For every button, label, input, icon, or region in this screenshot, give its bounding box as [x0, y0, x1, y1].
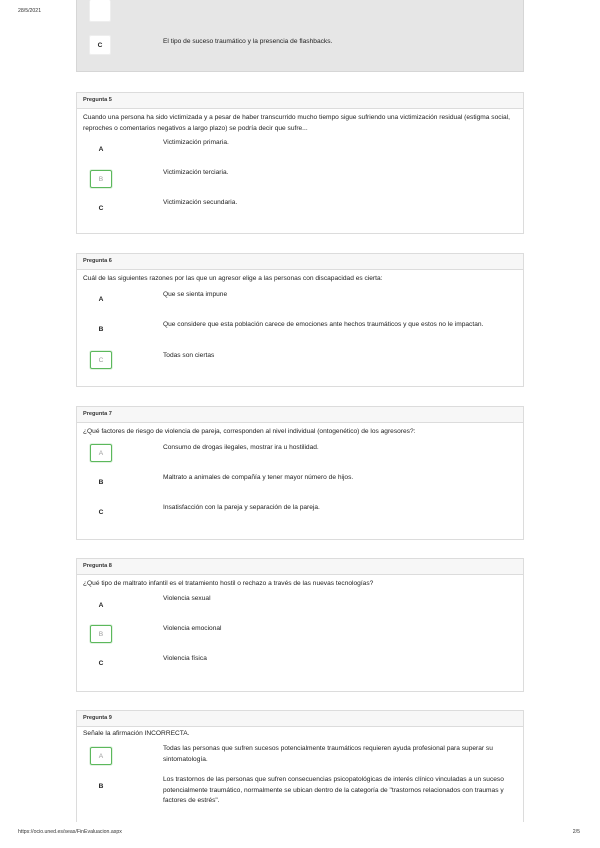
- option-letter-c[interactable]: [89, 0, 111, 22]
- question-title: Pregunta 5: [77, 93, 523, 109]
- option-b-button[interactable]: B: [98, 478, 104, 486]
- option-b-text: Violencia emocional: [163, 625, 222, 632]
- question-text: Cuando una persona ha sido victimizada y a pesar de haber transcurrido mucho tiempo sigue sufriendo una victimización residual (estigma social, reproches o comentarios negativos a largo plazo) se podría decir que sufre...: [83, 114, 510, 132]
- option-a-text: Todas las personas que sufren sucesos potencialmente traumáticos requieren ayuda profesional para superar su sintomatología.: [163, 745, 493, 763]
- page-number: 2/5: [572, 829, 580, 835]
- question-card-prev: [76, 0, 524, 72]
- question-card-8: [76, 558, 524, 692]
- question-title: Pregunta 7: [77, 407, 523, 423]
- option-b-text: Maltrato a animales de compañía y tener mayor número de hijos.: [163, 474, 354, 481]
- option-a-text: Consumo de drogas ilegales, mostrar ira u hostilidad.: [163, 444, 319, 451]
- option-c-text: Todas son ciertas: [163, 352, 215, 359]
- option-b-button[interactable]: B: [98, 782, 104, 790]
- option-c-text: Violencia física: [163, 655, 207, 662]
- option-c-button[interactable]: C: [89, 35, 111, 55]
- option-b-text: Los trastornos de las personas que sufren consecuencias psicopatológicas de interés clínico vinculadas a un suceso potencialmente traumático, normalmente se ubican dentro de la categoría de "trastornos relacionados con traumas y factores de estrés".: [163, 776, 504, 804]
- question-card-7: [76, 406, 524, 540]
- question-card-9: [76, 710, 524, 822]
- option-c-text: Victimización secundaria.: [163, 199, 238, 206]
- question-text: ¿Qué tipo de maltrato infantil es el tratamiento hostil o rechazo a través de las nuevas tecnologías?: [83, 580, 374, 587]
- option-c-button[interactable]: C: [98, 659, 104, 667]
- option-b-text: Victimización terciaria.: [163, 169, 229, 176]
- option-c-button-selected[interactable]: C: [90, 351, 112, 369]
- question-title: Pregunta 8: [77, 559, 523, 575]
- option-b-text: Que considere que esta población carece de emociones ante hechos traumáticos y que estos no le impactan.: [163, 321, 484, 328]
- option-a-button-selected[interactable]: A: [90, 444, 112, 462]
- option-a-text: Victimización primaria.: [163, 139, 229, 146]
- option-a-button-selected[interactable]: A: [90, 747, 112, 765]
- option-a-button[interactable]: A: [98, 145, 104, 153]
- question-card-5: [76, 92, 524, 234]
- option-c-text: El tipo de suceso traumático y la presencia de flashbacks.: [163, 38, 333, 45]
- option-a-text: Que se sienta impune: [163, 291, 228, 298]
- option-c-button[interactable]: C: [98, 508, 104, 516]
- option-b-button[interactable]: B: [98, 325, 104, 333]
- option-a-text: Violencia sexual: [163, 595, 211, 602]
- option-b-button-selected[interactable]: B: [90, 625, 112, 643]
- page-footer: [0, 829, 600, 841]
- option-c-text: Insatisfacción con la pareja y separación de la pareja.: [163, 504, 320, 511]
- question-card-6: [76, 253, 524, 387]
- question-title: Pregunta 6: [77, 254, 523, 270]
- option-a-button[interactable]: A: [98, 295, 104, 303]
- print-date: 28/5/2021: [18, 8, 42, 14]
- question-text: Señale la afirmación INCORRECTA.: [83, 730, 190, 737]
- page-url[interactable]: https://ocio.uned.es/seas/FinEvaluacion.aspx: [18, 829, 122, 835]
- question-title: Pregunta 9: [77, 711, 523, 727]
- question-text: Cuál de las siguientes razones por las que un agresor elige a las personas con discapacidad es cierta:: [83, 275, 383, 282]
- option-c-button[interactable]: C: [98, 204, 104, 212]
- question-text: ¿Qué factores de riesgo de violencia de pareja, corresponden al nivel individual (ontogenético) de los agresores?:: [83, 428, 416, 435]
- option-b-button-selected[interactable]: B: [90, 170, 112, 188]
- option-a-button[interactable]: A: [98, 601, 104, 609]
